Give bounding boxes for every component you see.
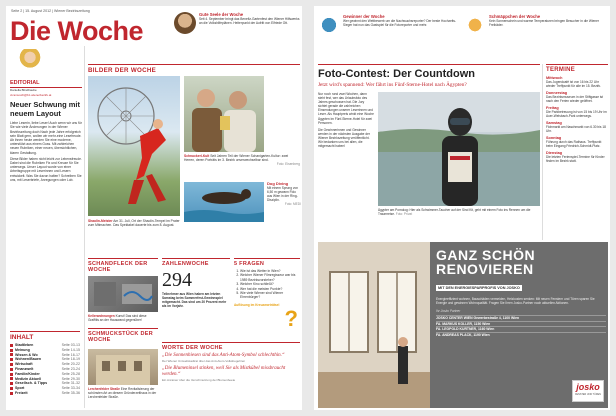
right-page [314, 6, 610, 410]
termin-day: Samstag [546, 121, 562, 125]
teaser-schnaeppchen[interactable] [464, 14, 608, 36]
termin-text: Die letzten Ferienspiel-Termine für Kinder finden im Bezirk statt. [546, 155, 605, 163]
two-men-image [184, 76, 264, 152]
schandfleck-label: SCHANDFLECK DER WOCHE [88, 258, 158, 273]
ad-partner: FA. LEOPOLD KURTNER, 1160 Wien [436, 326, 606, 332]
schnuckerl-photo [184, 76, 264, 152]
fragen-answer: Auflösung im Kreuzworträtsel [234, 302, 280, 307]
building-image [88, 349, 158, 385]
fragen-list [240, 269, 300, 300]
toc-item-name: Freizeit [15, 390, 28, 395]
toc-item[interactable] [10, 391, 80, 396]
bullet-icon [10, 353, 13, 356]
dog-caption-text: Mit einem Sprung von 6,50 m gewann Fido aus Wien in der Ring-Disziplin. [267, 186, 299, 202]
teaser-text: Seit 4. September bringt das Benefiz-Gartenfest den Wiener Hilfswerks an die Volkshilfeplänen. Heiterpunkt der Aufritt von Elfriede Ott. [199, 17, 300, 25]
fragen-item: 3. Welcher Kino schließt? [240, 282, 300, 286]
bullet-icon [10, 363, 13, 366]
logo-tag: FENSTER UND TÜREN [575, 393, 601, 396]
ad-headline-1: GANZ SCHÖN [436, 247, 536, 263]
bullet-icon [10, 387, 13, 390]
editorial-label: EDITORIAL [10, 80, 82, 88]
zahl-number: 294 [162, 269, 192, 291]
contest-body-1: Nur noch rund zwei Wochen, dann steht fest, wer das Urlaubsfoto des Jahres geschossen hat. Die Jury sichtet gerade die zahlreichen Einsendungen unserer Leserinnen und Leser. Als Hauptpreis winkt eine Woche Ägypten im Fünf-Sterne-Hotel für zwei Personen. [318, 92, 374, 125]
ad-partner: JOSKO CENTER WIEN Gewerbestraße 4, 1100 Wien [436, 315, 606, 321]
termin-day: Dienstag [546, 151, 563, 155]
contest-body-2: Die Gewinnerinnen und Gewinner werden in der nächsten Ausgabe der Wiener Bezirkszeitung veröffentlicht. Wir bedanken uns bei allen, die mitgemacht haben! [318, 127, 370, 149]
dog-diving-photo [184, 182, 264, 222]
schandfleck-caption-title: Kellerwohnungen [88, 314, 115, 318]
termin-item [546, 136, 608, 148]
schmuck-caption-title: Lerchenfelder Straße [88, 387, 120, 391]
termin-day: Mittwoch [546, 76, 563, 80]
termin-text: Führung durch das Rathaus. Treffpunkt beim Eingang Friedrich-Schmidt-Platz. [546, 140, 602, 148]
shaolin-caption-text: Am 31. Juli, Ort der Shaolin-Tempel im Prater zum Mitmachen. Das Spektakel dauerte bis zum 8. August. [88, 219, 180, 228]
table-of-contents [10, 331, 80, 396]
bullet-icon [10, 344, 13, 347]
bullet-icon [10, 377, 13, 380]
contest-subtitle: Jetzt wird's spannend: Wer fährt ins Fünf-Sterne-Hotel nach Ägypten? [318, 82, 467, 88]
schmuck-caption-text: Eine Revitalisierung der schönsten Art an diesem Gründerzeithaus in der Lerchenfelder Straße. [88, 387, 157, 399]
schandfleck-caption-text: Kunst! Das sind diese Graffitis an der Hauswand gegenüber! [88, 314, 147, 322]
toc-item-page: Seite 20-22 [61, 362, 80, 367]
fragen-item: 5. Wie viele Wiener sind Wiener Ehrenbürger? [240, 291, 300, 300]
toc-item-name: Wohnen/Bauen [15, 357, 42, 362]
teaser-title: Gewinner der Woche [343, 14, 385, 19]
ferris-wheel-image [88, 76, 180, 216]
editorial [10, 80, 82, 182]
portrait-icon [174, 12, 196, 34]
schmuck-section [88, 328, 158, 343]
termine-section [546, 64, 608, 163]
contest-header [318, 64, 540, 88]
editorial-author: Daniella Blindhaube [10, 88, 37, 92]
termine-list [546, 76, 608, 163]
toc-item-page: Seite 25-28 [61, 371, 80, 376]
teaser-text: Kein Sonnenschein und warme Temperaturen bringen Besucher in die Wiener Freibäder. [489, 19, 599, 27]
termin-day: Donnerstag [546, 91, 568, 95]
left-page [6, 6, 302, 410]
toc-item-page: Seite 18-19 [61, 357, 80, 362]
dog-caption [267, 182, 301, 206]
toc-item-page: Seite 23-24 [61, 366, 80, 371]
bullet-icon [10, 382, 13, 385]
toc-item-name: Gesellsch. & Tipps [15, 381, 48, 386]
toc-item-page: Seite 31-32 [61, 381, 80, 386]
graffiti-image [88, 276, 158, 312]
toc-item-page: Seite 29-30 [61, 376, 80, 381]
toc-item-page: Seite 14-15 [61, 347, 80, 352]
editorial-body-2: Diese Bilder haben nicht leicht zur Lebensfreude. Dabei sind die Rubriken Fix und Kreuze für Sie unterwegs. Unser Layout wurde von einer Arbeitsgruppe mit Leserinnen und Lesern entwickelt. Was Sie davon halten? Schreiben Sie uns, mit Leserbriefe, Anregungen oder Lob. [10, 156, 82, 182]
schmuck-label: SCHMUCKSTÜCK DER WOCHE [88, 328, 158, 343]
contest-title: Foto-Contest: Der Countdown [318, 68, 476, 80]
bullet-icon [10, 373, 13, 376]
bilder-label: BILDER DER WOCHE [88, 64, 300, 74]
schnuckerl-credit: Foto: Eisenberg [276, 162, 300, 167]
contest-caption [378, 208, 540, 216]
termin-text: Flohmarkt am Naschmarkt von 6.30 bis 18 Uhr. [546, 125, 606, 133]
toc-item-page: Seite 33-34 [61, 386, 80, 391]
schnuckerl-caption [184, 154, 300, 166]
globe-icon [318, 14, 340, 36]
termin-item [546, 151, 608, 163]
schmuck-photo [88, 349, 158, 385]
toc-label: INHALT [10, 331, 80, 341]
question-mark-icon: ? [284, 306, 298, 331]
worte-credit-2: Ein Anrainer über die Verschmutzung der Blumenbeete [162, 377, 236, 382]
schmuck-caption [88, 387, 158, 399]
teaser-gute-seele[interactable] [174, 12, 302, 34]
termin-text: Das Bezirksmuseum in der Stiftgasse ist nach den Ferien wieder geöffnet. [546, 95, 604, 103]
termin-item [546, 91, 608, 103]
bullet-icon [10, 358, 13, 361]
toc-item-page: Seite 16-17 [61, 352, 80, 357]
fragen-item: 1. Wie ist das Wetter in Wien? [240, 269, 300, 273]
toc-item-name: Wirtschaft [15, 362, 33, 367]
editorial-email[interactable]: d.ramusch@bz-wienerbezirk.at [10, 92, 52, 97]
toc-item-name: Finanzwelt [15, 366, 34, 371]
termine-label: TERMINE [546, 64, 608, 73]
fragen-label: 5 FRAGEN [234, 258, 300, 267]
ad-partner: FA. ANDREAS PLACK, 1190 Wien [436, 332, 606, 338]
contest-caption-credit: Foto: Privat [395, 212, 413, 216]
fragen-item: 4. Wer hat die meisten Punkte? [240, 287, 300, 291]
schandfleck-photo [88, 276, 158, 312]
editorial-headline: Neuer Schwung mit neuem Layout [10, 100, 81, 118]
shaolin-photo [88, 76, 180, 216]
ad-partner: FA. MARKUS KOLLER, 1150 Wien [436, 321, 606, 327]
ad-photo [318, 242, 430, 408]
schnuckerl-caption-title: Schnuckerl-Kult [184, 154, 210, 158]
bullet-icon [10, 349, 13, 352]
dog-image [184, 182, 264, 222]
contest-caption-text: Ägypter am Pomolog: Hier als Schwimmer-Taucher auf der Sind Kit, geht mit einem Foto ins Rennen um die Traumreise. [378, 208, 531, 216]
toc-item-page: Seite 03-13 [61, 343, 80, 347]
shaolin-caption-title: Shaolin-Meister [88, 219, 113, 223]
ad-subheadline: MIT DEN ENERGIESPARPROFIS VON JOSKO [438, 286, 520, 290]
worte-quote-1: „Die Sonnenhiesen sind das Anti-Atom-Symbol schlechthin.“ [162, 353, 285, 358]
josko-ad[interactable] [318, 242, 608, 408]
dog-credit: Foto: MEDI [284, 202, 301, 206]
bullet-icon [10, 392, 13, 395]
editorial-portrait [10, 49, 50, 73]
zahl-section [162, 258, 230, 308]
ad-text [436, 248, 606, 338]
termin-text: Das Jugendcafé ist von 16 bis 22 Uhr wieder Treffpunkt für alle im 15. Bezirk. [546, 80, 602, 88]
teaser-title: Gute Seele der Woche [199, 12, 244, 17]
schandfleck-section [88, 258, 158, 273]
fragen-item: 2. Welcher Wiener Filmregisseur war bis 1989 Bezirksvorsteher? [240, 273, 300, 282]
teaser-text: Wer gewinnt den Wettbewerb um die Nachwuchsreporter? Der beste Hochzeits-Sieger hat nun das Gastspiel für die Fotoreporter und mehr. [343, 19, 457, 27]
zahl-text: Teilnehmer aus Wien haben am letzten Samstag beim Sommerfest-Gewinnspiel mitgemacht. Das sind um 20 Prozent mehr als im Vorjahr. [162, 292, 227, 308]
termin-text: Die Parkbetreuung ist von 15 bis 19 Uhr im Auer-Welsbach-Park unterwegs. [546, 110, 607, 118]
ad-headline-2: RENOVIEREN [436, 261, 534, 277]
column-divider [542, 64, 543, 240]
sun-icon [464, 14, 486, 36]
toc-item-name: Meinung [15, 347, 30, 352]
dog-caption-title: Dog Diving [267, 181, 289, 186]
bilder-section [88, 64, 300, 74]
diver-image [378, 92, 540, 206]
termin-item [546, 121, 608, 133]
toc-item-name: Stadtleben [15, 343, 34, 347]
ad-body: Energieeffizient wohnen, Bauschäden vermeiden, Heizkosten senken: Mit neuen Fenstern und Türen sparen Sie Energie und gewinnen Wohnqualität. Fragen Sie Ihren Josko-Partner nach aktuellen Aktionen. [436, 297, 595, 306]
dateline: Seite 2 | 15. August 2012 | Wiener Bezirkszeitung [11, 9, 90, 13]
ad-partner-label: Ihr Josko Partner [436, 309, 461, 314]
termin-day: Sonntag [546, 136, 562, 140]
termin-item [546, 76, 608, 88]
teaser-title: Schmäppchen der Woche [489, 14, 541, 19]
toc-item-page: Seite 35-36 [61, 390, 80, 395]
schandfleck-caption [88, 314, 158, 322]
josko-logo[interactable] [572, 380, 604, 402]
termin-day: Freitag [546, 106, 559, 110]
worte-section [162, 342, 300, 383]
bullet-icon [10, 368, 13, 371]
toc-item-name: Medizin Aktuell [15, 376, 42, 381]
worte-credit-1: Der Wiener Umweltstadtrat über das Anti-Atom-Volksbegehren [162, 358, 246, 363]
toc-item-name: Sport [15, 386, 25, 391]
room-image [318, 242, 430, 408]
ad-partner-list [436, 315, 606, 337]
contest-body [318, 92, 374, 148]
zahl-label: ZAHLENWOCHE [162, 258, 230, 267]
teaser-gewinner[interactable] [318, 14, 458, 36]
toc-item-name: Wissen & Wo [15, 352, 38, 357]
logo-text: josko [576, 382, 600, 392]
toc-item-name: Familie/Kinder [15, 371, 40, 376]
worte-quote-2: „Die Blumeninsel stinken, weil Sie als Mistkübel missbraucht werden.“ [162, 366, 286, 378]
masthead: Die Woche [10, 16, 144, 46]
editorial-body: Liebe Leserin, liebe Leser! Auch wenn wir uns für Sie wie viele Änderungen in der Wiener Bezirkszeitung doch Nach jede Jahre erfolgreich sein Blatt gern, wollen wir mehr-eine Lesefreude. Ab ihnen heute werden Sie eine moderne, unterstützt aus einem Guss. Mit zahlreichen neuen Rubriken, einer neuen, übersichtlichen, klaren Gestaltung. [10, 121, 82, 155]
worte-label: WORTE DER WOCHE [162, 342, 300, 351]
column-divider [84, 46, 85, 408]
shaolin-caption [88, 219, 180, 227]
toc-list [10, 343, 80, 396]
schnuckerl-caption-text: Seit Jahren Teil der Wiener Schanigarten-Kultur: zwei Herren, deren Porträts im 3. Bezirk unverwechselbar sind. [184, 154, 289, 163]
fragen-section [234, 258, 300, 331]
contest-photo [378, 92, 540, 206]
termin-item [546, 106, 608, 118]
